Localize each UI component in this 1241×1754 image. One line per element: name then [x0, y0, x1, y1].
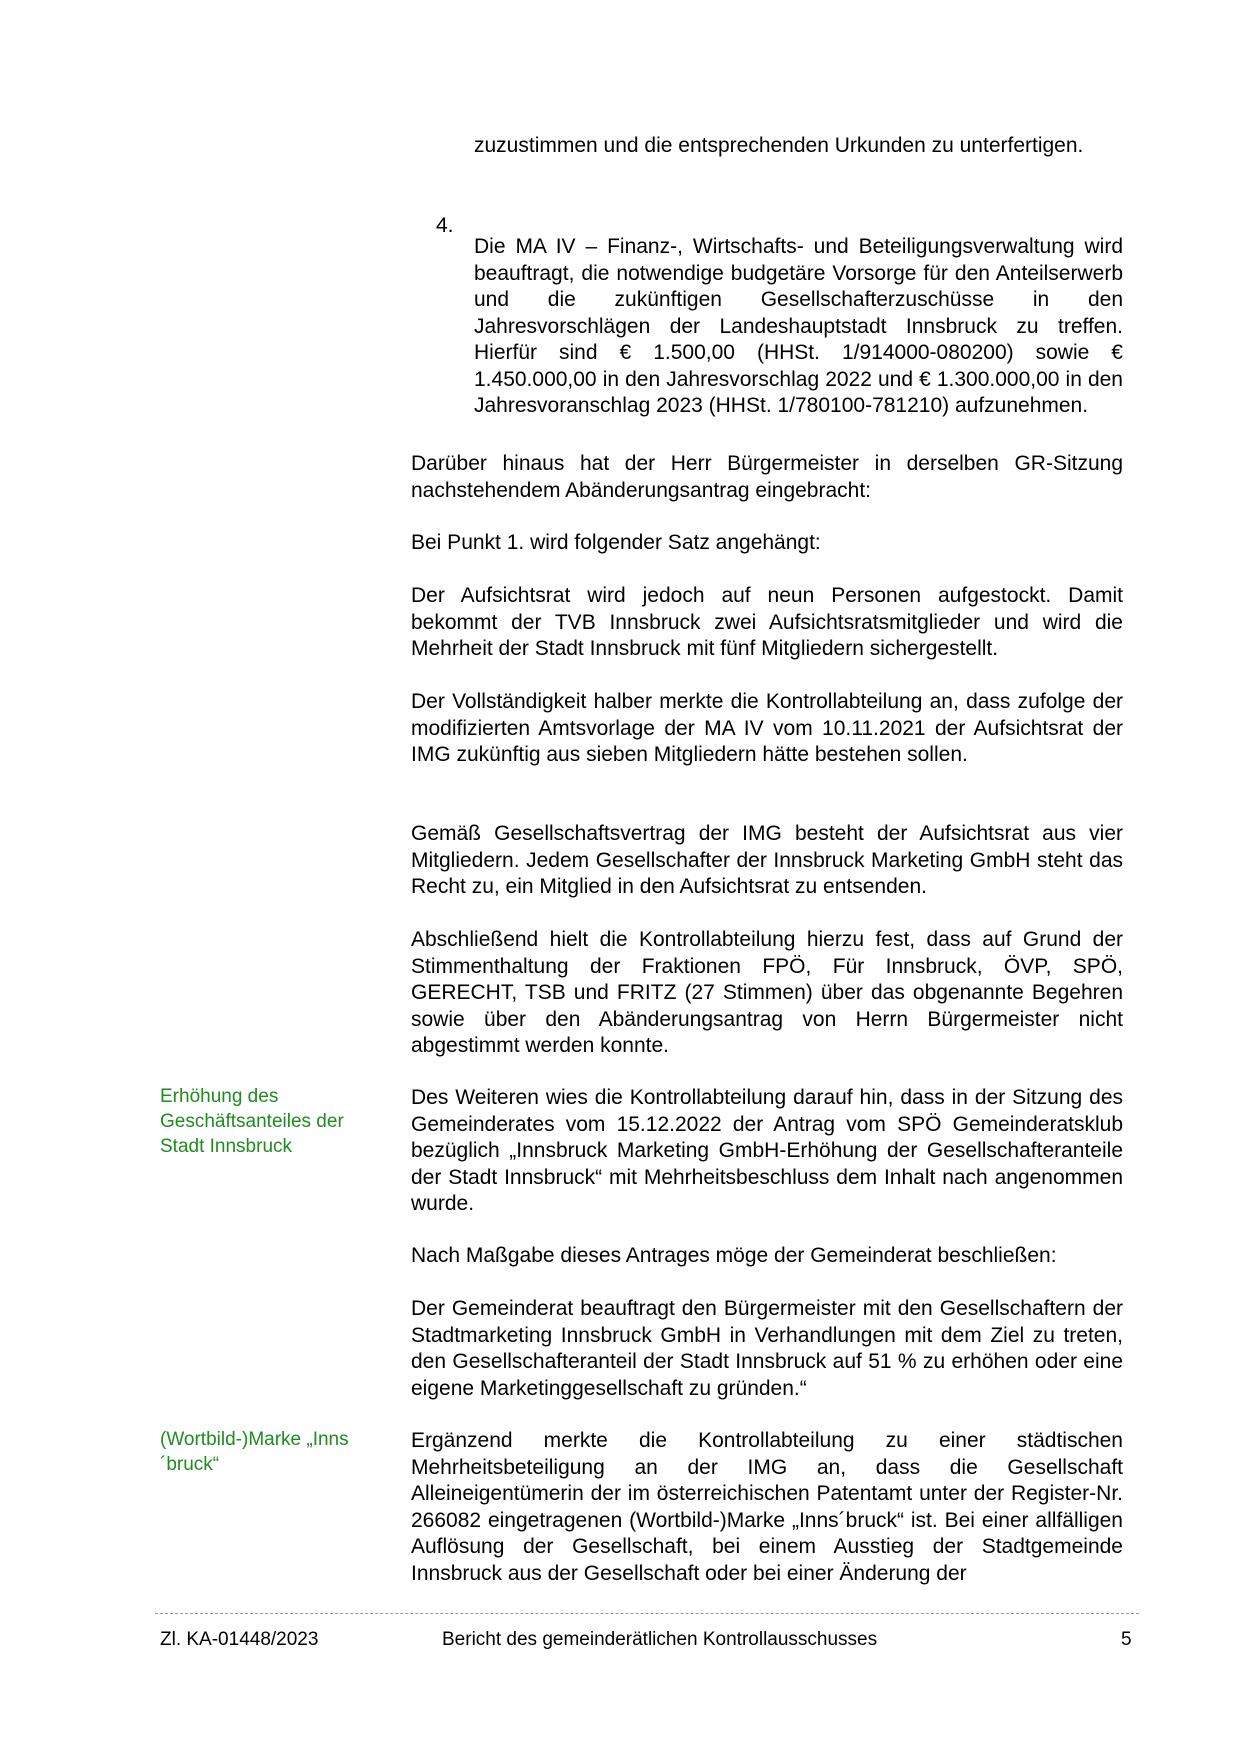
- paragraph-text: Der Aufsichtsrat wird jedoch auf neun Personen aufgestockt. Damit bekommt der TVB Innsbruck zwei Aufsichtsratsmitglieder und wird die Mehrheit der Stadt Innsbruck mit fünf Mitgliedern sichergestellt.: [411, 584, 1123, 660]
- paragraph-text: Des Weiteren wies die Kontrollabteilung darauf hin, dass in der Sitzung des Gemeinderates vom 15.12.2022 der Antrag vom SPÖ Gemeinderatsklub bezüglich „Innsbruck Marketing GmbH-Erhöhung der Gesellschafteranteile der Stadt Innsbruck“ mit Mehrheitsbeschluss dem Inhalt nach angenommen wurde.: [411, 1086, 1123, 1215]
- paragraph: [411, 530, 1123, 557]
- paragraph: [411, 451, 1123, 504]
- paragraph-text: Der Vollständigkeit halber merkte die Kontrollabteilung an, dass zufolge der modifizierten Amtsvorlage der MA IV vom 10.11.2021 der Aufsichtsrat der IMG zukünftig aus sieben Mitgliedern hätte bestehen sollen.: [411, 690, 1123, 766]
- paragraph-text: Der Gemeinderat beauftragt den Bürgermeister mit den Gesellschaftern der Stadtmarketing Innsbruck GmbH in Verhandlungen mit dem Ziel zu treten, den Gesellschafteranteil der Stadt Innsbruck auf 51 % zu erhöhen oder eine eigene Marketinggesellschaft zu gründen.“: [411, 1297, 1123, 1400]
- paragraph: [411, 1085, 1123, 1218]
- paragraph-text: Ergänzend merkte die Kontrollabteilung zu einer städtischen Mehrheitsbeteiligung an der IMG an, dass die Gesellschaft Alleineigentümerin der im österreichischen Patentamt unter der Register-Nr. 266082 eingetragenen (Wortbild-)Marke „Inns´bruck“ ist. Bei einer allfälligen Auflösung der Gesellschaft, bei einem Ausstieg der Stadtgemeinde Innsbruck aus der Gesellschaft oder bei einer Änderung der: [411, 1429, 1123, 1585]
- paragraph-text: Bei Punkt 1. wird folgender Satz angehängt:: [411, 531, 821, 554]
- footer-reference: Zl. KA-01448/2023: [160, 1629, 319, 1650]
- list-item-4: [411, 213, 1123, 441]
- page-number: 5: [1121, 1629, 1132, 1650]
- paragraph: [411, 1243, 1123, 1270]
- margin-note-geschaeftsanteil: Erhöhung des Geschäftsanteiles der Stadt Innsbruck: [160, 1086, 344, 1157]
- paragraph-text: Darüber hinaus hat der Herr Bürgermeister in derselben GR-Sitzung nachstehendem Abänderungsantrag eingebracht:: [411, 452, 1123, 502]
- paragraph: [411, 689, 1123, 769]
- paragraph: [411, 1428, 1123, 1587]
- list-item-text: Die MA IV – Finanz-, Wirtschafts- und Beteiligungsverwaltung wird beauftragt, die notwendige budgetäre Vorsorge für den Anteilserwerb und die zukünftigen Gesellschafterzuschüsse in den Jahresvorschlägen der Landeshauptstadt Innsbruck zu treffen. Hierfür sind € 1.500,00 (HHSt. 1/914000-080200) sowie € 1.450.000,00 in den Jahresvorschlag 2022 und € 1.300.000,00 in den Jahresvoranschlag 2023 (HHSt. 1/780100-781210) aufzunehmen.: [474, 235, 1123, 417]
- paragraph: [411, 821, 1123, 901]
- paragraph-text: Nach Maßgabe dieses Antrages möge der Gemeinderat beschließen:: [411, 1244, 1057, 1267]
- list-item-continuation: zuzustimmen und die entsprechenden Urkunden zu unterfertigen.: [474, 134, 1084, 157]
- paragraph-quote: [411, 1296, 1123, 1402]
- paragraph: [411, 583, 1123, 663]
- paragraph: [411, 927, 1123, 1060]
- paragraph-text: Gemäß Gesellschaftsvertrag der IMG besteht der Aufsichtsrat aus vier Mitgliedern. Jedem Gesellschafter der Innsbruck Marketing GmbH steht das Recht zu, ein Mitglied in den Aufsichtsrat zu entsenden.: [411, 822, 1123, 898]
- list-item-number: 4.: [436, 214, 454, 237]
- margin-note-marke: (Wortbild-)Marke „Inns´bruck“: [160, 1429, 349, 1475]
- footer-divider: [155, 1613, 1139, 1614]
- paragraph-text: Abschließend hielt die Kontrollabteilung hierzu fest, dass auf Grund der Stimmenthaltung der Fraktionen FPÖ, Für Innsbruck, ÖVP, SPÖ, GERECHT, TSB und FRITZ (27 Stimmen) über das obgenannte Begehren sowie über den Abänderungsantrag von Herrn Bürgermeister nicht abgestimmt werden konnte.: [411, 928, 1123, 1057]
- footer-title: Bericht des gemeinderätlichen Kontrollausschusses: [442, 1629, 878, 1650]
